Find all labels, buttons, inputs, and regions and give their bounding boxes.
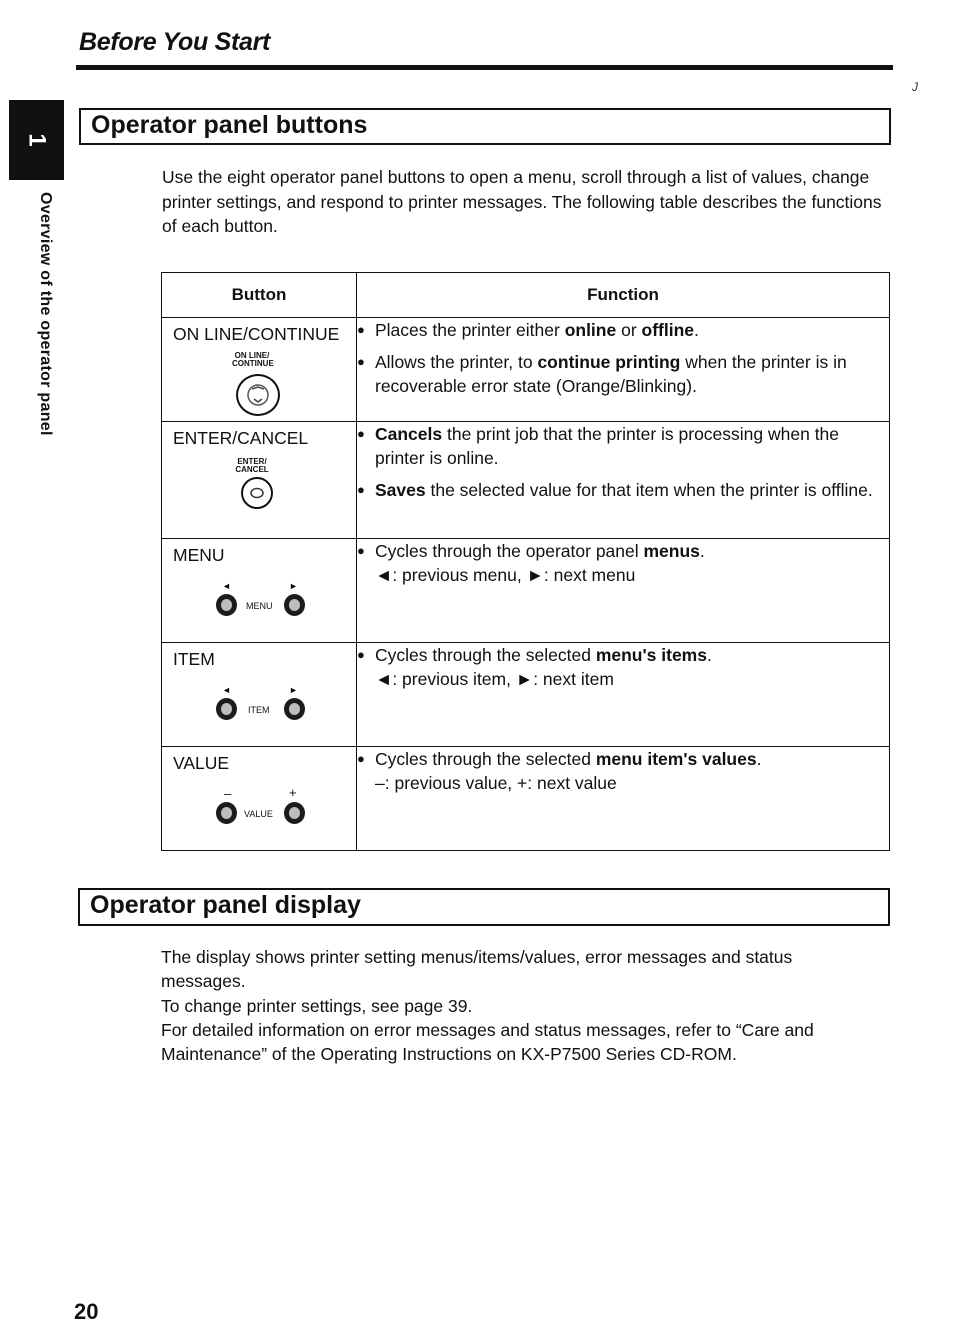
bullet-dot-icon: ● (357, 426, 365, 441)
table-row (162, 422, 890, 539)
icon-caption: ENTER/ CANCEL (235, 457, 269, 474)
list-item: ● Cancels the print job that the printer is processing when the printer is online. (357, 424, 840, 468)
function-cell (357, 422, 890, 539)
column-header-button: Button (162, 273, 357, 318)
display-description (161, 945, 881, 1066)
button-name: ENTER/CANCEL (173, 428, 309, 448)
left-arrow-icon: ◄ (375, 565, 393, 585)
intro-paragraph: Use the eight operator panel buttons to open a menu, scroll through a list of values, change printer settings, and respond to printer messages. The following table describes the functions of each button. (162, 167, 882, 236)
item-left-button-icon (216, 698, 237, 720)
right-arrow-icon: ► (289, 581, 298, 591)
list-item: ● Places the printer either online or offline. (357, 320, 699, 340)
online-button-circle-icon (236, 374, 280, 416)
value-buttons-icon (162, 775, 356, 845)
list-item: ● Cycles through the operator panel menus. (357, 541, 705, 561)
paragraph-line: To change printer settings, see page 39. (161, 995, 473, 1016)
value-minus-button-icon (216, 802, 237, 824)
bullet-dot-icon: ● (357, 354, 365, 369)
header-rule (76, 65, 893, 70)
value-plus-button-icon (284, 802, 305, 824)
section-title: Operator panel display (90, 891, 361, 919)
bullet-dot-icon: ● (357, 322, 365, 337)
bullet-dot-icon: ● (357, 647, 365, 662)
online-continue-button-icon (162, 346, 356, 416)
icon-caption: ITEM (248, 705, 270, 715)
button-cell (162, 318, 357, 422)
plus-icon: + (289, 785, 297, 800)
enter-cancel-button-icon (162, 450, 356, 530)
left-arrow-icon: ◄ (375, 669, 393, 689)
paragraph-line: For detailed information on error messages and status messages, refer to “Care and Maintenance” of the Operating Instructions on KX-P7500 Series CD-ROM. (161, 1019, 814, 1065)
button-cell (162, 747, 357, 851)
button-name: MENU (173, 545, 225, 565)
function-cell (357, 747, 890, 851)
enter-button-circle-icon (241, 477, 273, 509)
list-item: ● Cycles through the selected menu's items. (357, 645, 712, 665)
minus-icon: – (375, 773, 385, 793)
table-header-row (162, 273, 890, 318)
icon-caption: MENU (246, 601, 273, 611)
chapter-tab (9, 100, 64, 180)
side-chapter-caption: Overview of the operator panel (37, 192, 54, 436)
minus-icon: – (224, 786, 232, 801)
stray-mark: J (912, 80, 918, 94)
left-arrow-icon: ◄ (222, 685, 231, 695)
function-cell (357, 643, 890, 747)
section-heading-buttons (79, 108, 891, 145)
menu-right-button-icon (284, 594, 305, 616)
icon-caption: ON LINE/ CONTINUE (232, 351, 274, 368)
plus-icon: + (517, 773, 528, 793)
bullet-dot-icon: ● (357, 482, 365, 497)
nav-description: ◄: previous item, ►: next item (375, 669, 614, 689)
menu-left-button-icon (216, 594, 237, 616)
chapter-number: 1 (23, 133, 51, 147)
button-name: ITEM (173, 649, 215, 669)
button-name: VALUE (173, 753, 230, 773)
list-item: ● Allows the printer, to continue printing when the printer is in recoverable error state (Orange/Blinking). (357, 352, 847, 396)
table-row (162, 539, 890, 643)
button-name: ON LINE/CONTINUE (173, 324, 340, 344)
button-function-table (161, 272, 890, 851)
function-cell (357, 539, 890, 643)
list-item: ● Saves the selected value for that item when the printer is offline. (357, 480, 873, 500)
menu-buttons-icon (162, 567, 356, 637)
paragraph-line: The display shows printer setting menus/items/values, error messages and status messages. (161, 947, 793, 992)
nav-description: ◄: previous menu, ►: next menu (375, 565, 636, 585)
right-arrow-icon: ► (289, 685, 298, 695)
left-arrow-icon: ◄ (222, 581, 231, 591)
section-heading-display (78, 888, 890, 926)
button-cell (162, 643, 357, 747)
table-row (162, 643, 890, 747)
function-cell (357, 318, 890, 422)
bullet-dot-icon: ● (357, 751, 365, 766)
right-arrow-icon: ► (515, 669, 534, 689)
button-cell (162, 539, 357, 643)
bullet-dot-icon: ● (357, 543, 365, 558)
button-cell (162, 422, 357, 539)
item-buttons-icon (162, 671, 356, 741)
icon-caption: VALUE (244, 809, 273, 819)
section-title: Operator panel buttons (91, 111, 368, 139)
right-arrow-icon: ► (526, 565, 544, 585)
nav-description: –: previous value, +: next value (375, 773, 617, 793)
table-row (162, 747, 890, 851)
page-number: 20 (74, 1299, 99, 1324)
item-right-button-icon (284, 698, 305, 720)
running-header-title: Before You Start (79, 28, 271, 56)
column-header-function: Function (357, 273, 890, 318)
list-item: ● Cycles through the selected menu item's values. (357, 749, 762, 769)
table-row (162, 318, 890, 422)
